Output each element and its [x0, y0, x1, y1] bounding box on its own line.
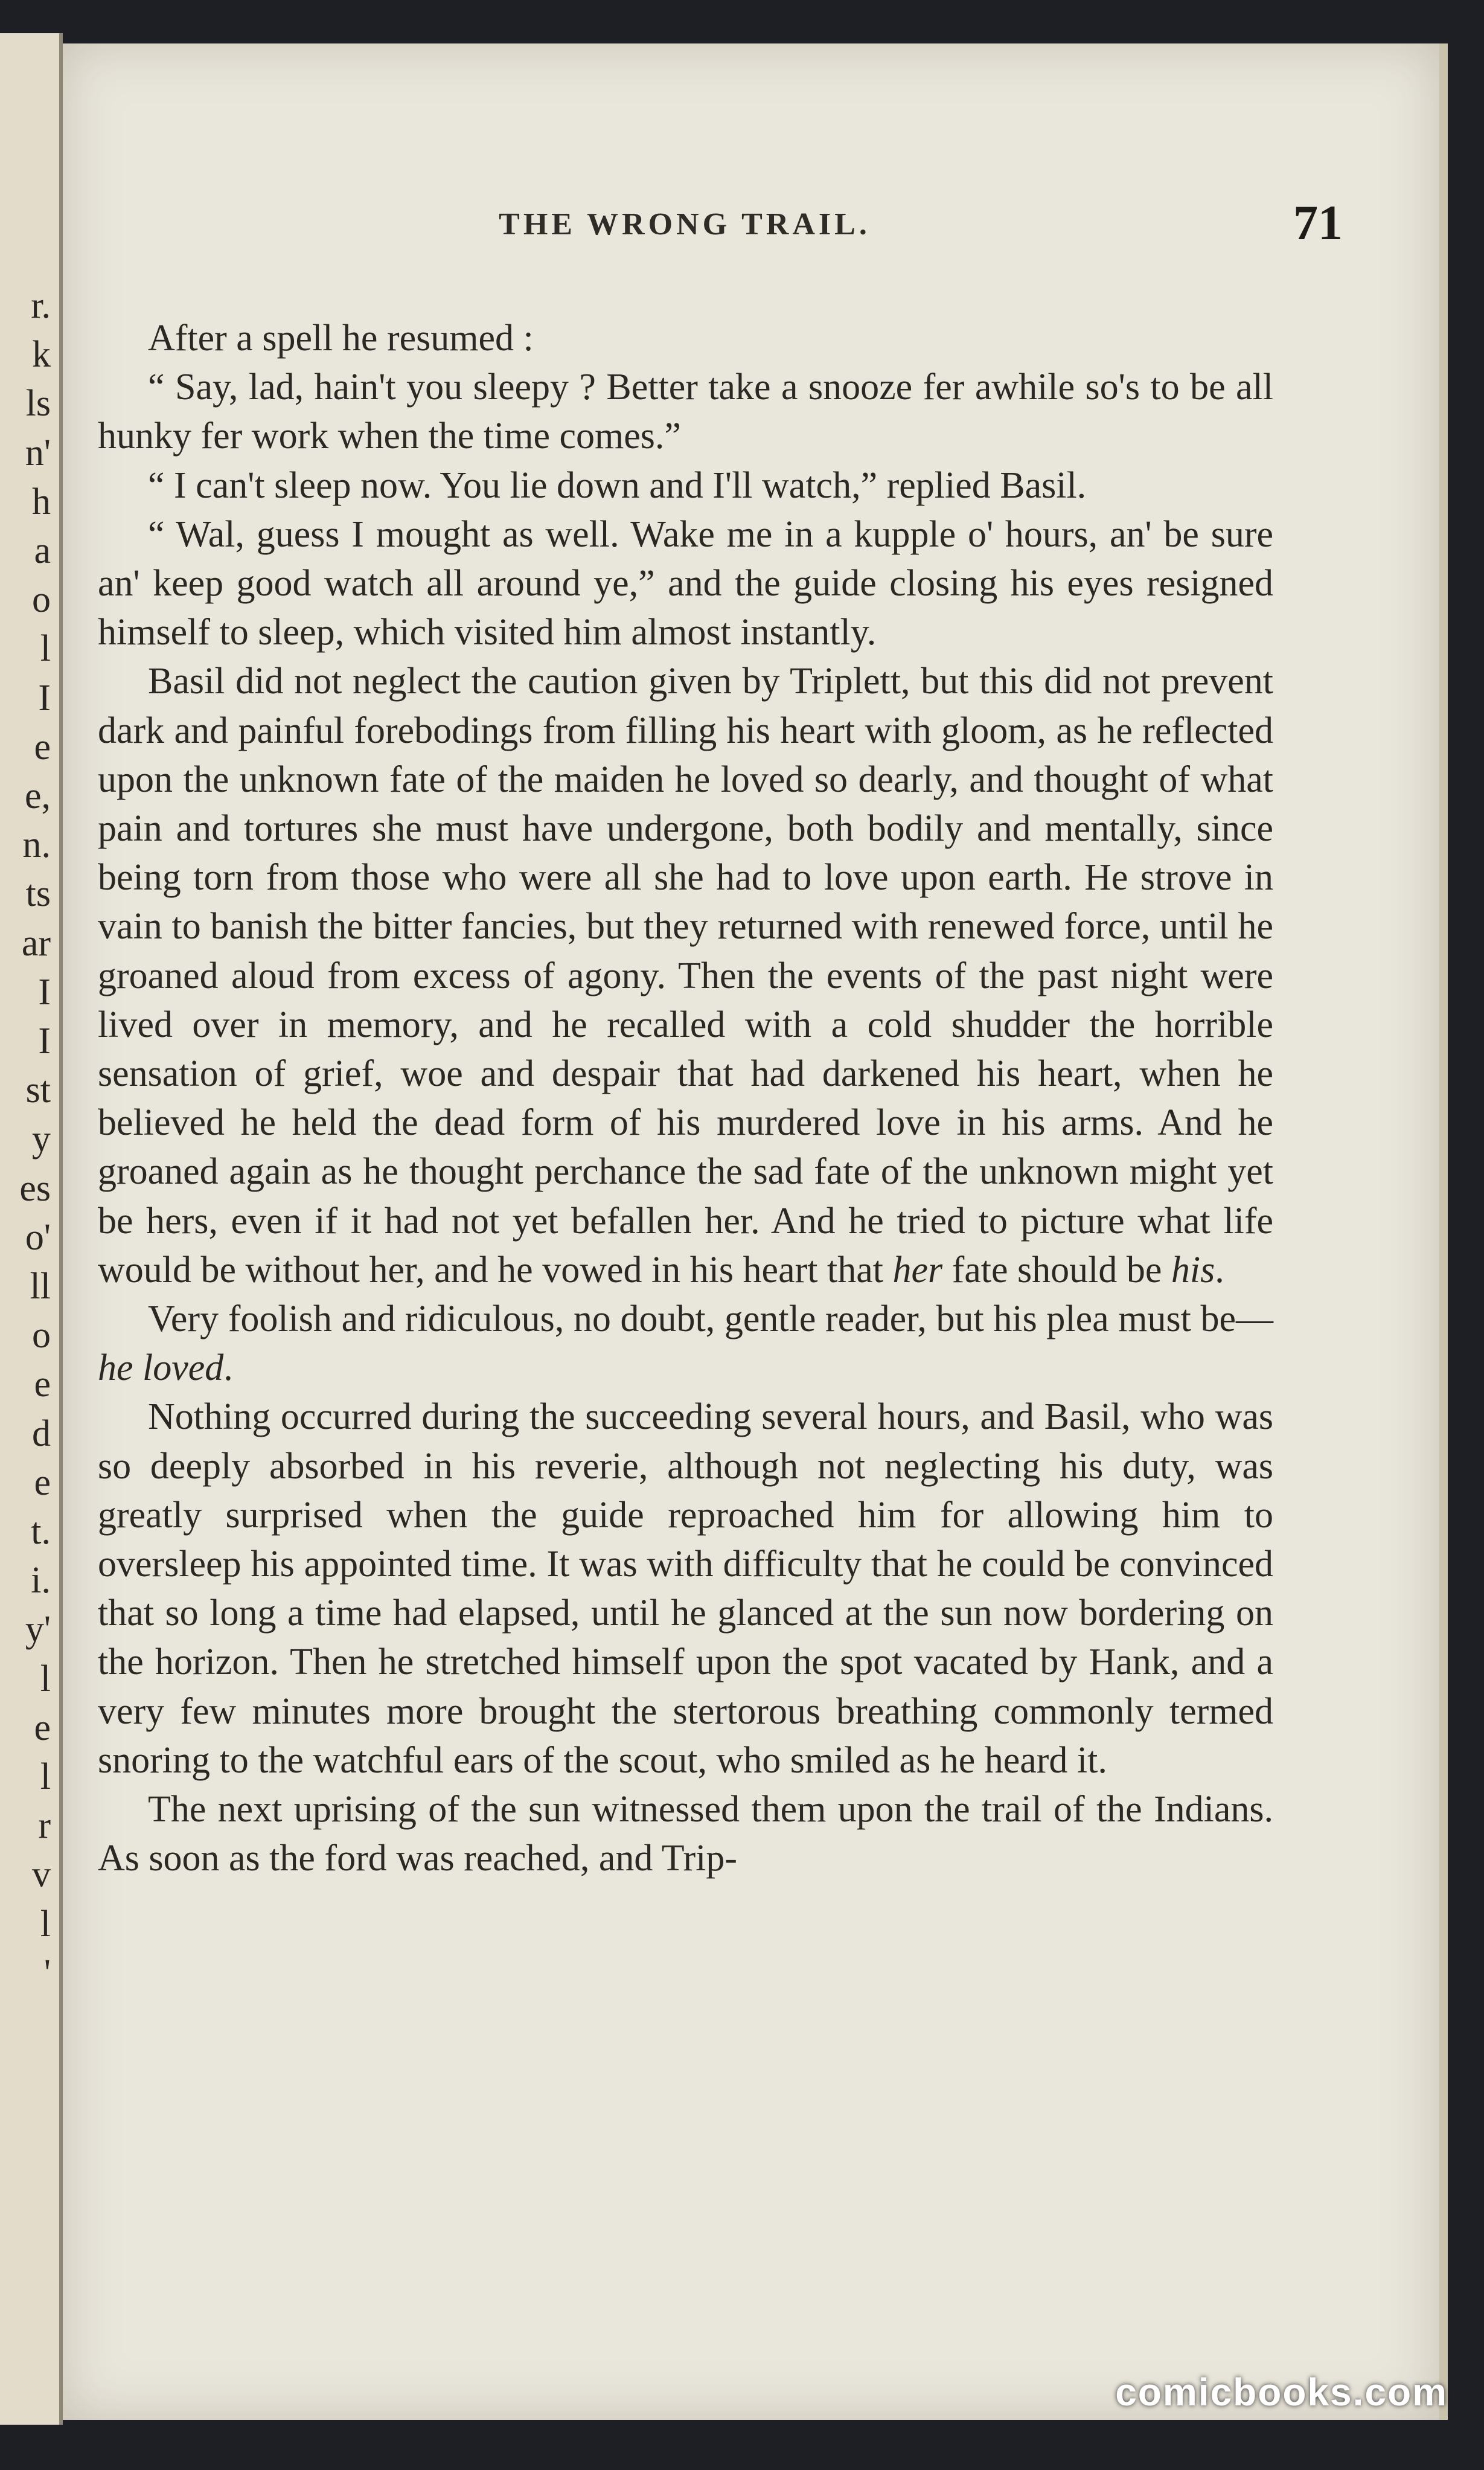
previous-page-letter: ': [43, 1952, 51, 1994]
previous-page-letter: ls: [25, 383, 51, 425]
previous-page-letter: h: [32, 481, 51, 522]
previous-page-letter: l: [40, 1756, 51, 1797]
running-head: THE WRONG TRAIL.: [499, 207, 871, 242]
paragraph: “ Wal, guess I mought as well. Wake me in a kupple o' hours, an' be sure an' keep good watch all around ye,” and the guide closing his eyes resigned himself to sleep, which visited him almost instantly.: [98, 513, 1273, 653]
previous-page-letter: ll: [30, 1266, 51, 1307]
previous-page-letter: st: [25, 1070, 51, 1111]
body-text: [98, 314, 1273, 1884]
previous-page-letter: l: [40, 628, 51, 670]
previous-page-letter: v: [32, 1854, 51, 1896]
book-page: [63, 43, 1448, 2420]
previous-page-letter: a: [34, 530, 51, 571]
previous-page-letter: es: [19, 1167, 51, 1209]
previous-page-letter: l: [40, 1903, 51, 1945]
page-number: 71: [1293, 195, 1343, 250]
previous-page-letter: o': [25, 1216, 51, 1258]
previous-page-letter: e: [34, 1461, 51, 1503]
paragraph: “ I can't sleep now. You lie down and I'll watch,” replied Basil.: [148, 464, 1087, 506]
previous-page-letter: y: [32, 1118, 51, 1160]
previous-page-letter: r.: [31, 285, 51, 326]
paragraph: After a spell he resumed :: [148, 318, 534, 359]
previous-page-letter: r: [38, 1805, 51, 1847]
paragraph: The next uprising of the sun witnessed them upon the trail of the Indians. As soon as the ford was reached, and Trip-: [98, 1789, 1273, 1879]
paragraph: Nothing occurred during the succeeding several hours, and Basil, who was so deeply absorbed in his reverie, although not neglecting his duty, was greatly surprised when the guide reproached him for allowing him to oversleep his appointed time. It was with difficulty that he could be convinced that so long a time had elapsed, until he glanced at the sun now bordering on the horizon. Then he stretched himself upon the spot vacated by Hank, and a very few minutes more brought the stertorous breathing commonly termed snoring to the watchful ears of the scout, who smiled as he heard it.: [98, 1396, 1273, 1781]
previous-page-letter: o: [32, 1315, 51, 1356]
watermark: comicbooks.com: [1115, 2370, 1448, 2414]
paragraph-text: .: [1215, 1249, 1224, 1291]
paragraph-text: Basil did not neglect the caution given by Triplett, but this did not prevent dark and painful forebodings from filling his heart with gloom, as he reflected upon the unknown fate of the maiden he loved so dearly, and thought of what pain and tortures she must have undergone, both bodily and mentally, since being torn from those who were all she had to love upon earth. He strove in vain to banish the bitter fancies, but they returned with renewed force, until he groaned aloud from excess of agony. Then the events of the past night were lived over in memory, and he recalled with a cold shudder the horrible sensation of grief, woe and despair that had darkened his heart, when he believed he held the dead form of his murdered love in his arms. And he groaned again as he thought perchance the sad fate of the unknown might yet be hers, even if it had not yet befallen her. And he tried to picture what life would be without her, and he vowed in his heart that: [98, 661, 1273, 1291]
emphasis: her: [892, 1249, 943, 1291]
paragraph-text: fate should be: [942, 1249, 1171, 1291]
previous-page-letter: I: [38, 677, 51, 719]
previous-page-letter: i.: [31, 1560, 51, 1602]
paragraph: [98, 657, 1273, 1295]
previous-page-letter: I: [38, 971, 51, 1013]
previous-page-letter: e: [34, 1364, 51, 1405]
previous-page-letter: e: [34, 726, 51, 768]
previous-page-letter: ar: [21, 922, 51, 964]
previous-page-edge: [0, 33, 63, 2425]
paragraph-text: .: [223, 1347, 233, 1389]
previous-page-letter: I: [38, 1021, 51, 1062]
previous-page-letter: k: [32, 334, 51, 376]
previous-page-letter: t.: [31, 1511, 51, 1552]
previous-page-letter: o: [32, 579, 51, 621]
previous-page-letter: n.: [22, 824, 51, 866]
previous-page-letter: d: [32, 1413, 51, 1454]
previous-page-letter: n': [25, 432, 51, 473]
previous-page-letter: e,: [24, 775, 51, 816]
previous-page-letter: l: [40, 1658, 51, 1699]
emphasis: his: [1171, 1249, 1215, 1291]
emphasis: he loved: [98, 1347, 224, 1389]
paragraph-text: Very foolish and ridiculous, no doubt, gentle reader, but his plea must be—: [148, 1298, 1273, 1340]
previous-page-letter: e: [34, 1707, 51, 1748]
previous-page-letter: y': [25, 1609, 51, 1650]
previous-page-letter: ts: [25, 873, 51, 915]
paragraph: “ Say, lad, hain't you sleepy ? Better take a snooze fer awhile so's to be all hunky fer work when the time comes.”: [98, 367, 1273, 457]
paragraph: [98, 1295, 1273, 1393]
